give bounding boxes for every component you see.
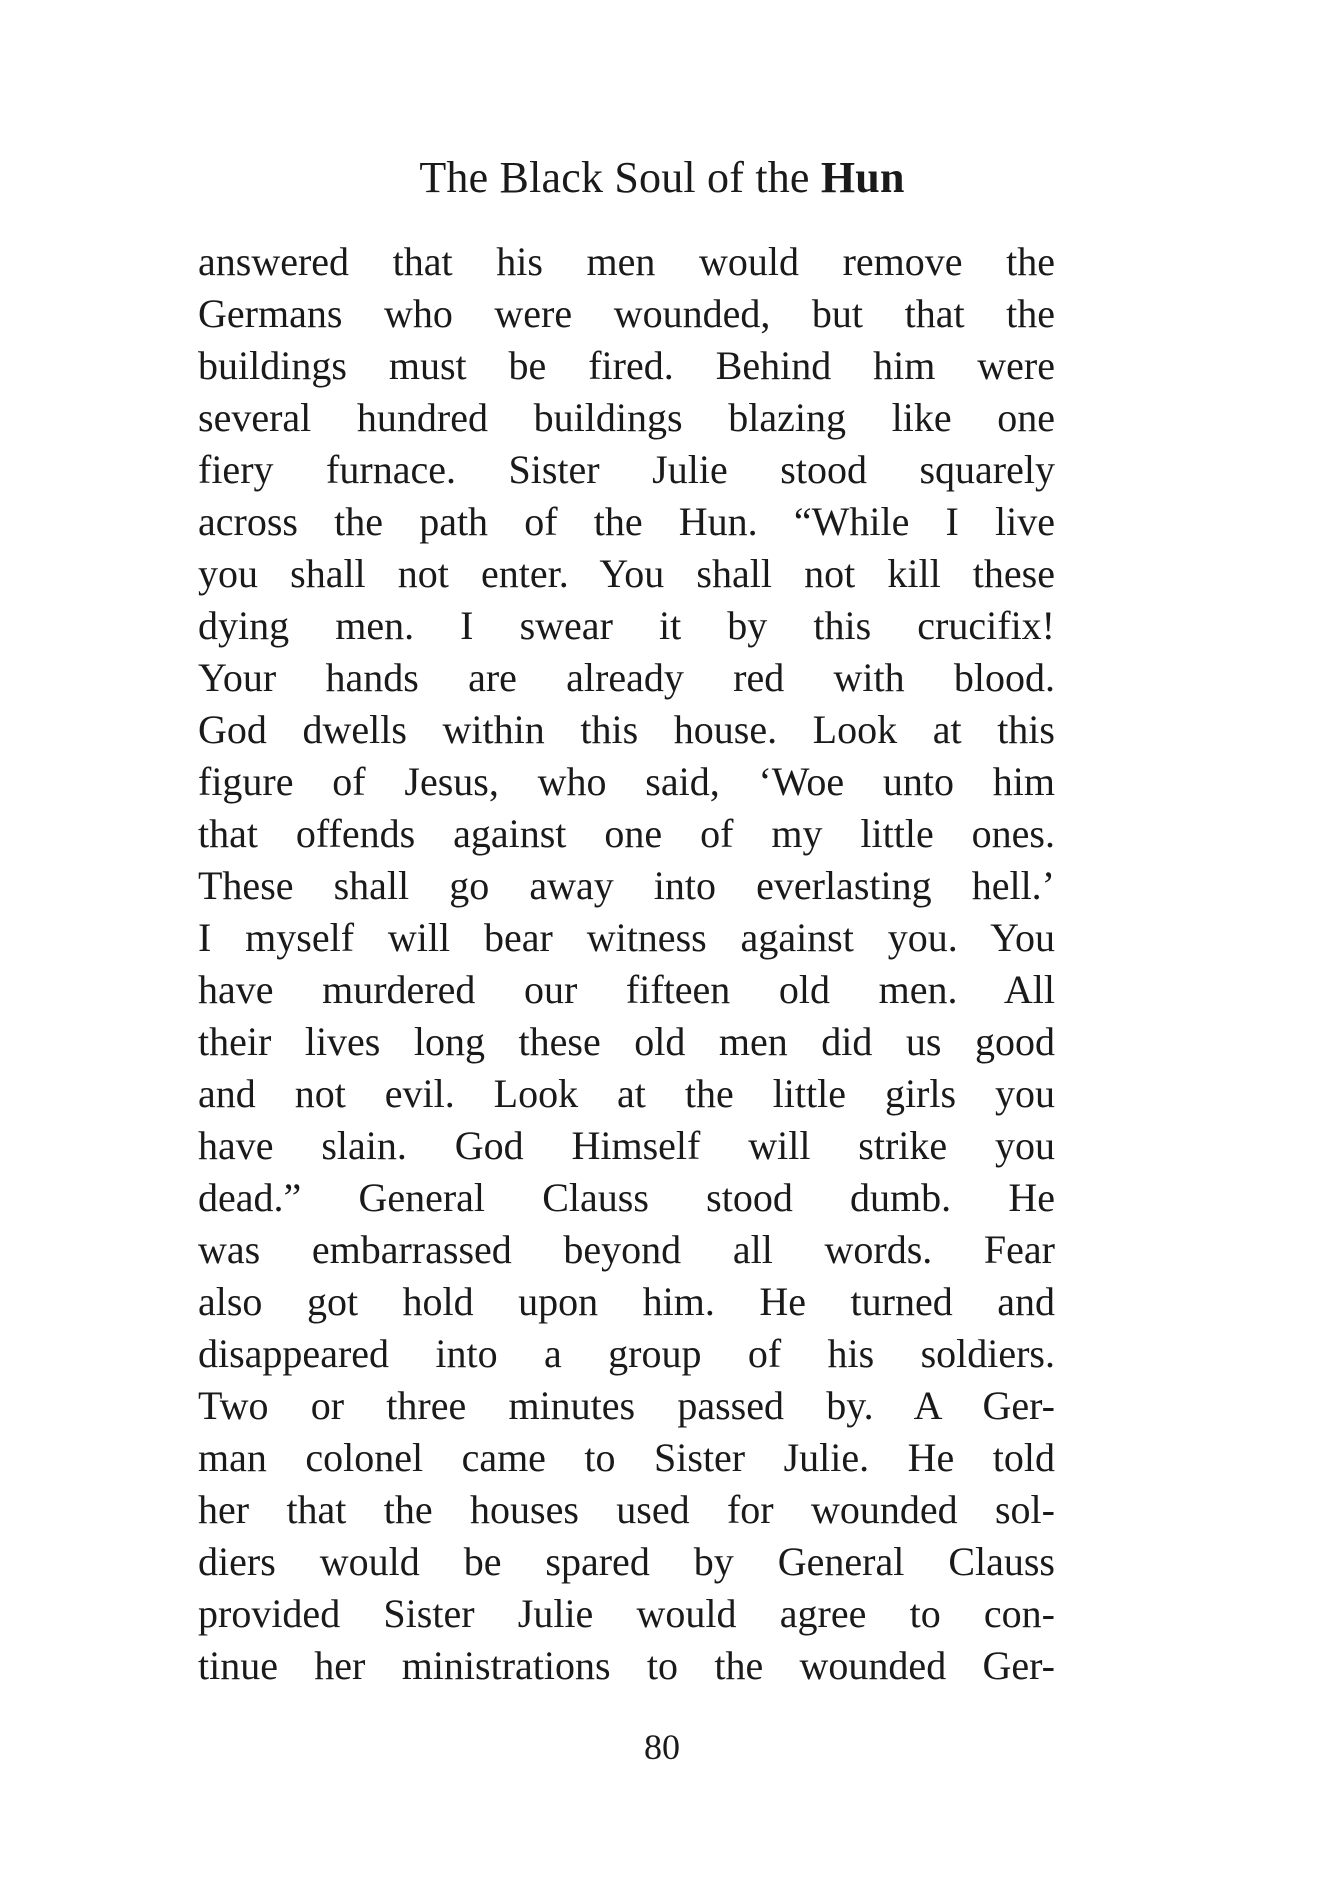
text-line: also got hold upon him. He turned and bbox=[198, 1279, 1055, 1324]
text-line: provided Sister Julie would agree to con- bbox=[198, 1591, 1055, 1636]
text-line: have murdered our fifteen old men. All bbox=[198, 967, 1055, 1012]
text-line: answered that his men would remove the bbox=[198, 239, 1055, 284]
text-line: Your hands are already red with blood. bbox=[198, 655, 1055, 700]
text-line: several hundred buildings blazing like one bbox=[198, 395, 1055, 440]
running-head-title: The Black Soul of the bbox=[419, 153, 810, 202]
text-line: figure of Jesus, who said, ‘Woe unto him bbox=[198, 759, 1055, 804]
text-line: have slain. God Himself will strike you bbox=[198, 1123, 1055, 1168]
body-text bbox=[198, 236, 1055, 1692]
text-line: and not evil. Look at the little girls you bbox=[198, 1071, 1055, 1116]
text-line: buildings must be fired. Behind him were bbox=[198, 343, 1055, 388]
text-line: disappeared into a group of his soldiers. bbox=[198, 1331, 1055, 1376]
text-line: fiery furnace. Sister Julie stood squarely bbox=[198, 447, 1055, 492]
text-line: Germans who were wounded, but that the bbox=[198, 291, 1055, 336]
text-line: I myself will bear witness against you. You bbox=[198, 915, 1055, 960]
text-line: across the path of the Hun. “While I live bbox=[198, 499, 1055, 544]
text-line: tinue her ministrations to the wounded Ger- bbox=[198, 1643, 1055, 1688]
text-line: Two or three minutes passed by. A Ger- bbox=[198, 1383, 1055, 1428]
text-line: These shall go away into everlasting hell.’ bbox=[198, 863, 1055, 908]
page-number: 80 bbox=[644, 1727, 680, 1767]
text-line: man colonel came to Sister Julie. He told bbox=[198, 1435, 1055, 1480]
text-line: dead.” General Clauss stood dumb. He bbox=[198, 1175, 1055, 1220]
running-head bbox=[0, 148, 1324, 208]
running-head-title-bold: Hun bbox=[820, 153, 905, 202]
text-line: God dwells within this house. Look at this bbox=[198, 707, 1055, 752]
text-line: her that the houses used for wounded sol- bbox=[198, 1487, 1055, 1532]
text-line: their lives long these old men did us good bbox=[198, 1019, 1055, 1064]
text-line: that offends against one of my little ones. bbox=[198, 811, 1055, 856]
text-line: dying men. I swear it by this crucifix! bbox=[198, 603, 1055, 648]
text-line: diers would be spared by General Clauss bbox=[198, 1539, 1055, 1584]
text-line: was embarrassed beyond all words. Fear bbox=[198, 1227, 1055, 1272]
text-line: you shall not enter. You shall not kill these bbox=[198, 551, 1055, 596]
